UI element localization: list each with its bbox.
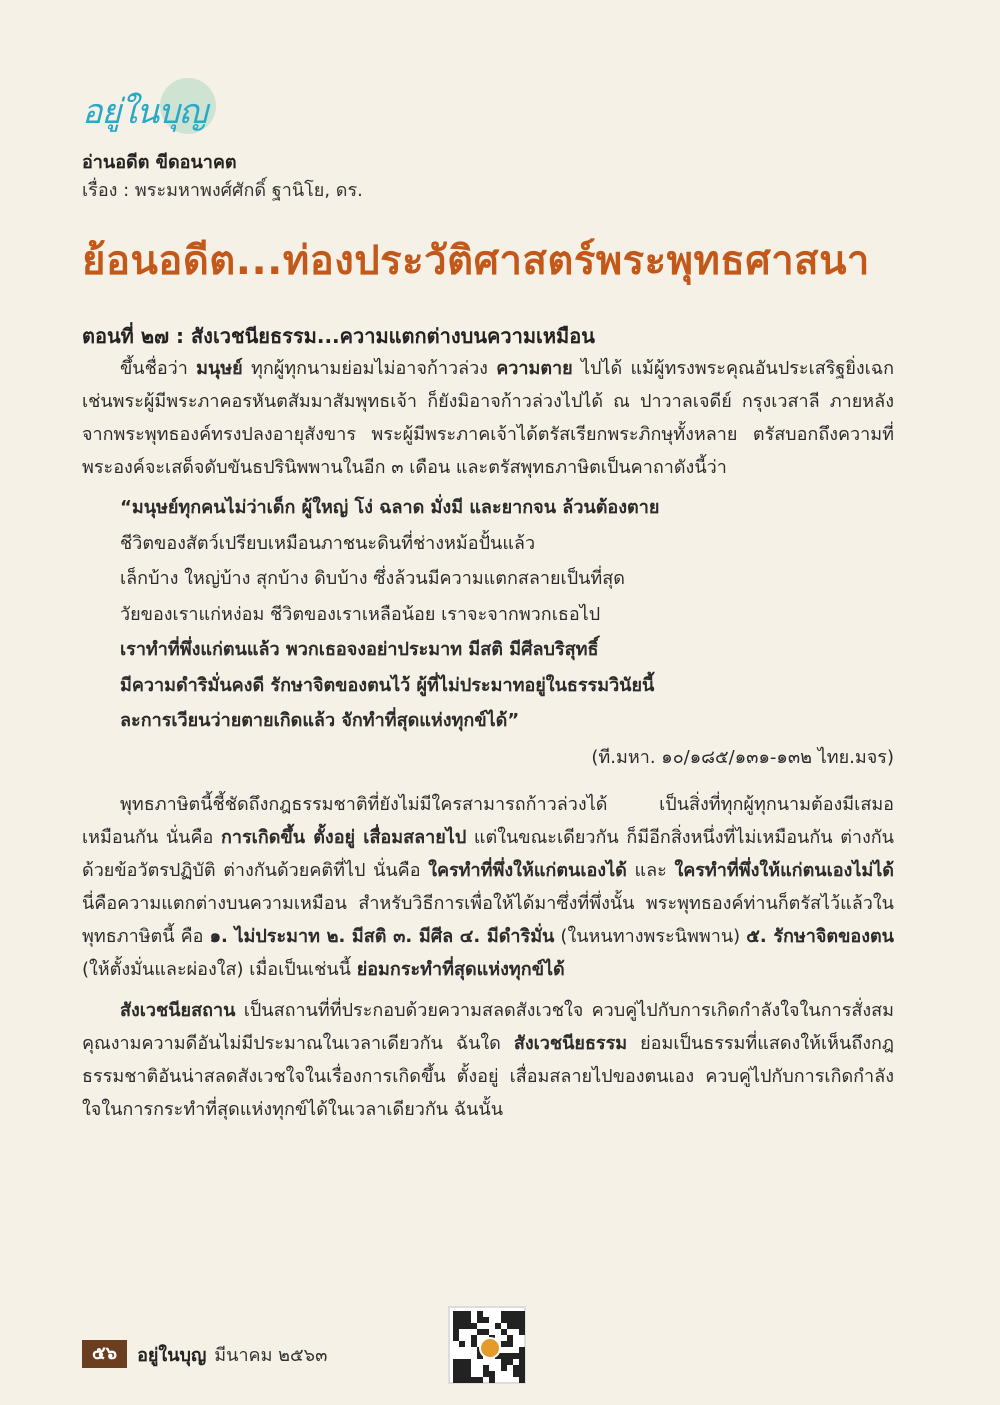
qr-module	[489, 1377, 495, 1383]
qr-code-icon	[448, 1306, 526, 1384]
qr-module	[459, 1365, 465, 1371]
qr-module	[489, 1371, 495, 1377]
qr-module	[519, 1347, 525, 1353]
bold-run: มนุษย์	[196, 358, 243, 379]
qr-module	[501, 1341, 507, 1347]
qr-module	[465, 1317, 471, 1323]
logo-text: อยู่ในบุญ	[82, 92, 207, 132]
qr-module	[465, 1323, 471, 1329]
magazine-logo	[82, 78, 222, 138]
qr-module	[501, 1359, 507, 1365]
qr-center-logo	[479, 1337, 501, 1359]
qr-module	[501, 1365, 507, 1371]
quote-line: เราทำที่พึ่งแก่ตนแล้ว พวกเธอจงอย่าประมาท มีสติ มีศีลบริสุทธิ์	[120, 639, 599, 660]
qr-module	[453, 1335, 459, 1341]
qr-module	[519, 1311, 525, 1317]
text-run: (ในหนทางพระนิพพาน)	[554, 925, 747, 947]
qr-module	[507, 1359, 513, 1365]
verse-quote	[120, 490, 894, 739]
text-run: ขึ้นชื่อว่า	[120, 358, 197, 379]
qr-module	[495, 1323, 501, 1329]
magazine-name: อยู่ในบุญ	[137, 1344, 207, 1366]
quote-line: ละการเวียนว่ายตายเกิดแล้ว จักทำที่สุดแห่งทุกข์ได้”	[120, 710, 520, 731]
qr-module	[453, 1317, 459, 1323]
qr-module	[513, 1353, 519, 1359]
qr-module	[477, 1377, 483, 1383]
qr-module	[519, 1353, 525, 1359]
qr-module	[519, 1371, 525, 1377]
text-run: (ให้ตั้งมั่นและผ่องใส) เมื่อเป็นเช่นนี้	[82, 958, 357, 980]
qr-module	[507, 1323, 513, 1329]
qr-module	[513, 1311, 519, 1317]
qr-module	[483, 1329, 489, 1335]
qr-module	[459, 1377, 465, 1383]
qr-module	[471, 1323, 477, 1329]
article-title: ย้อนอดีต...ท่องประวัติศาสตร์พระพุทธศาสนา	[82, 238, 870, 284]
bold-run: ใครทำที่พึ่งให้แก่ตนเองได้	[428, 859, 627, 881]
qr-module	[465, 1311, 471, 1317]
paragraph-2	[82, 788, 894, 986]
qr-module	[483, 1371, 489, 1377]
qr-module	[477, 1311, 483, 1317]
text-run: เป็นสถานที่ที่ประกอบด้วยความสลดสังเวชใจ ควบคู่ไปกับการเกิดกำลังใจในการสั่งสมคุณงามความดีอันไม่มีประมาณในเวลาเดียวกัน ฉันใด	[82, 999, 894, 1054]
episode-heading: ตอนที่ ๒๗ : สังเวชนียธรรม...ความแตกต่างบนความเหมือน	[82, 324, 595, 348]
qr-module	[507, 1353, 513, 1359]
qr-module	[483, 1317, 489, 1323]
qr-module	[507, 1317, 513, 1323]
qr-module	[519, 1359, 525, 1365]
paragraph-3	[82, 994, 894, 1126]
text-run: และ	[626, 859, 675, 881]
bold-run: ย่อมกระทำที่สุดแห่งทุกข์ได้	[356, 958, 565, 980]
qr-module	[471, 1341, 477, 1347]
bold-run: การเกิดขึ้น ตั้งอยู่ เสื่อมสลายไป	[221, 826, 467, 848]
qr-module	[501, 1317, 507, 1323]
qr-module	[501, 1353, 507, 1359]
qr-module	[453, 1365, 459, 1371]
quote-line: “มนุษย์ทุกคนไม่ว่าเด็ก ผู้ใหญ่ โง่ ฉลาด มั่งมี และยากจน ล้วนต้องตาย	[120, 497, 660, 518]
text-run: แต่ในขณะเดียวกัน ก็มีอีกสิ่งหนึ่งที่ไม่เหมือนกัน ต่างกันด้วยข้อวัตรปฏิบัติ ต่างกันด้วยคติที่ไป นั่นคือ	[82, 826, 894, 881]
qr-module	[453, 1377, 459, 1383]
qr-module	[453, 1323, 459, 1329]
qr-module	[453, 1329, 459, 1335]
qr-module	[459, 1359, 465, 1365]
qr-module	[453, 1359, 459, 1365]
qr-module	[465, 1359, 471, 1365]
qr-module	[477, 1329, 483, 1335]
qr-module	[501, 1311, 507, 1317]
quote-line: เล็กบ้าง ใหญ่บ้าง สุกบ้าง ดิบบ้าง ซึ่งล้วนมีความแตกสลายเป็นที่สุด	[120, 568, 625, 589]
qr-module	[519, 1329, 525, 1335]
qr-module	[483, 1365, 489, 1371]
qr-module	[459, 1341, 465, 1347]
page-number-badge: ๕๖	[82, 1340, 127, 1368]
qr-module	[459, 1323, 465, 1329]
text-run: ทุกผู้ทุกนามย่อมไม่อาจก้าวล่วง	[242, 358, 497, 379]
quote-line: มีความดำริมั่นคงดี รักษาจิตของตนไว้ ผู้ที่ไม่ประมาทอยู่ในธรรมวินัยนี้	[120, 674, 655, 696]
qr-module	[513, 1317, 519, 1323]
article-body	[82, 352, 894, 1126]
text-run: ไปได้ แม้ผู้ทรงพระคุณอันประเสริฐยิ่งเฉกเช่นพระผู้มีพระภาคอรหันตสัมมาสัมพุทธเจ้า ก็ยังมิอาจก้าวล่วงไปได้ ณ ปาวาลเจดีย์ กรุงเวสาลี ภายหลังจากพระพุทธองค์ทรงปลงอายุสังขาร พระผู้มีพระภาคเจ้าได้ตรัสเรียกพระภิกษุทั้งหลาย ตรัสบอกถึงความที่พระองค์จะเสด็จดับขันธปรินิพพานในอีก ๓ เดือน และตรัสพุทธภาษิตเป็นคาถาดังนี้ว่า	[82, 358, 894, 478]
bold-run: สังเวชนียธรรม	[513, 1032, 628, 1054]
bold-run: ๕. รักษาจิตของตน	[746, 925, 894, 947]
qr-module	[513, 1323, 519, 1329]
quote-line: วัยของเราแก่หง่อม ชีวิตของเราเหลือน้อย เราจะจากพวกเธอไป	[120, 603, 601, 625]
qr-module	[459, 1371, 465, 1377]
qr-module	[507, 1341, 513, 1347]
qr-module	[465, 1371, 471, 1377]
qr-module	[513, 1365, 519, 1371]
qr-module	[459, 1311, 465, 1317]
qr-module	[459, 1317, 465, 1323]
qr-module	[453, 1311, 459, 1317]
author-byline: เรื่อง : พระมหาพงศ์ศักดิ์ ฐานิโย, ดร.	[82, 180, 363, 201]
text-run: นี่คือความแตกต่างบนความเหมือน สำหรับวิธีการเพื่อให้ได้มาซึ่งที่พึ่งนั้น พระพุทธองค์ท่านก็ตรัสไว้แล้วในพุทธภาษิตนี้ คือ	[82, 892, 894, 947]
text-run: ย่อมเป็นธรรมที่แสดงให้เห็นถึงกฎธรรมชาติอันน่าสลดสังเวชใจในเรื่องการเกิดขึ้น ตั้งอยู่ เสื่อมสลายไปของตนเอง ควบคู่ไปกับการเกิดกำลังใจในการกระทำที่สุดแห่งทุกข์ได้ในเวลาเดียวกัน ฉันนั้น	[82, 1032, 894, 1120]
qr-module	[501, 1329, 507, 1335]
issue-date: มีนาคม ๒๕๖๓	[214, 1344, 328, 1366]
qr-module	[471, 1335, 477, 1341]
scripture-reference: (ที.มหา. ๑๐/๑๘๕/๑๓๑-๑๓๒ ไทย.มจร)	[591, 746, 894, 768]
qr-module	[519, 1317, 525, 1323]
qr-module	[465, 1377, 471, 1383]
paragraph-1	[82, 352, 894, 484]
qr-module	[519, 1365, 525, 1371]
text-run: พุทธภาษิตนี้ชี้ชัดถึงกฎธรรมชาติที่ยังไม่มีใครสามารถก้าวล่วงได้ เป็นสิ่งที่ทุกผู้ทุกนามต้องมีเสมอเหมือนกัน นั่นคือ	[82, 793, 894, 848]
section-name: อ่านอดีต ขีดอนาคต	[82, 152, 237, 173]
qr-module	[477, 1317, 483, 1323]
qr-module	[507, 1335, 513, 1341]
qr-module	[465, 1365, 471, 1371]
qr-module	[453, 1371, 459, 1377]
page-footer	[82, 1340, 327, 1368]
bold-run: ๑. ไม่ประมาท ๒. มีสติ ๓. มีศีล ๔. มีดำริมั่น	[209, 925, 555, 947]
quote-line: ชีวิตของสัตว์เปรียบเหมือนภาชนะดินที่ช่างหม้อปั้นแล้ว	[120, 532, 536, 554]
bold-run: ใครทำที่พึ่งให้แก่ตนเองไม่ได้	[674, 859, 894, 881]
bold-run: สังเวชนียสถาน	[120, 999, 236, 1021]
qr-module	[519, 1377, 525, 1383]
qr-module	[519, 1323, 525, 1329]
bold-run: ความตาย	[496, 358, 573, 379]
qr-module	[513, 1371, 519, 1377]
qr-module	[507, 1311, 513, 1317]
qr-module	[471, 1377, 477, 1383]
